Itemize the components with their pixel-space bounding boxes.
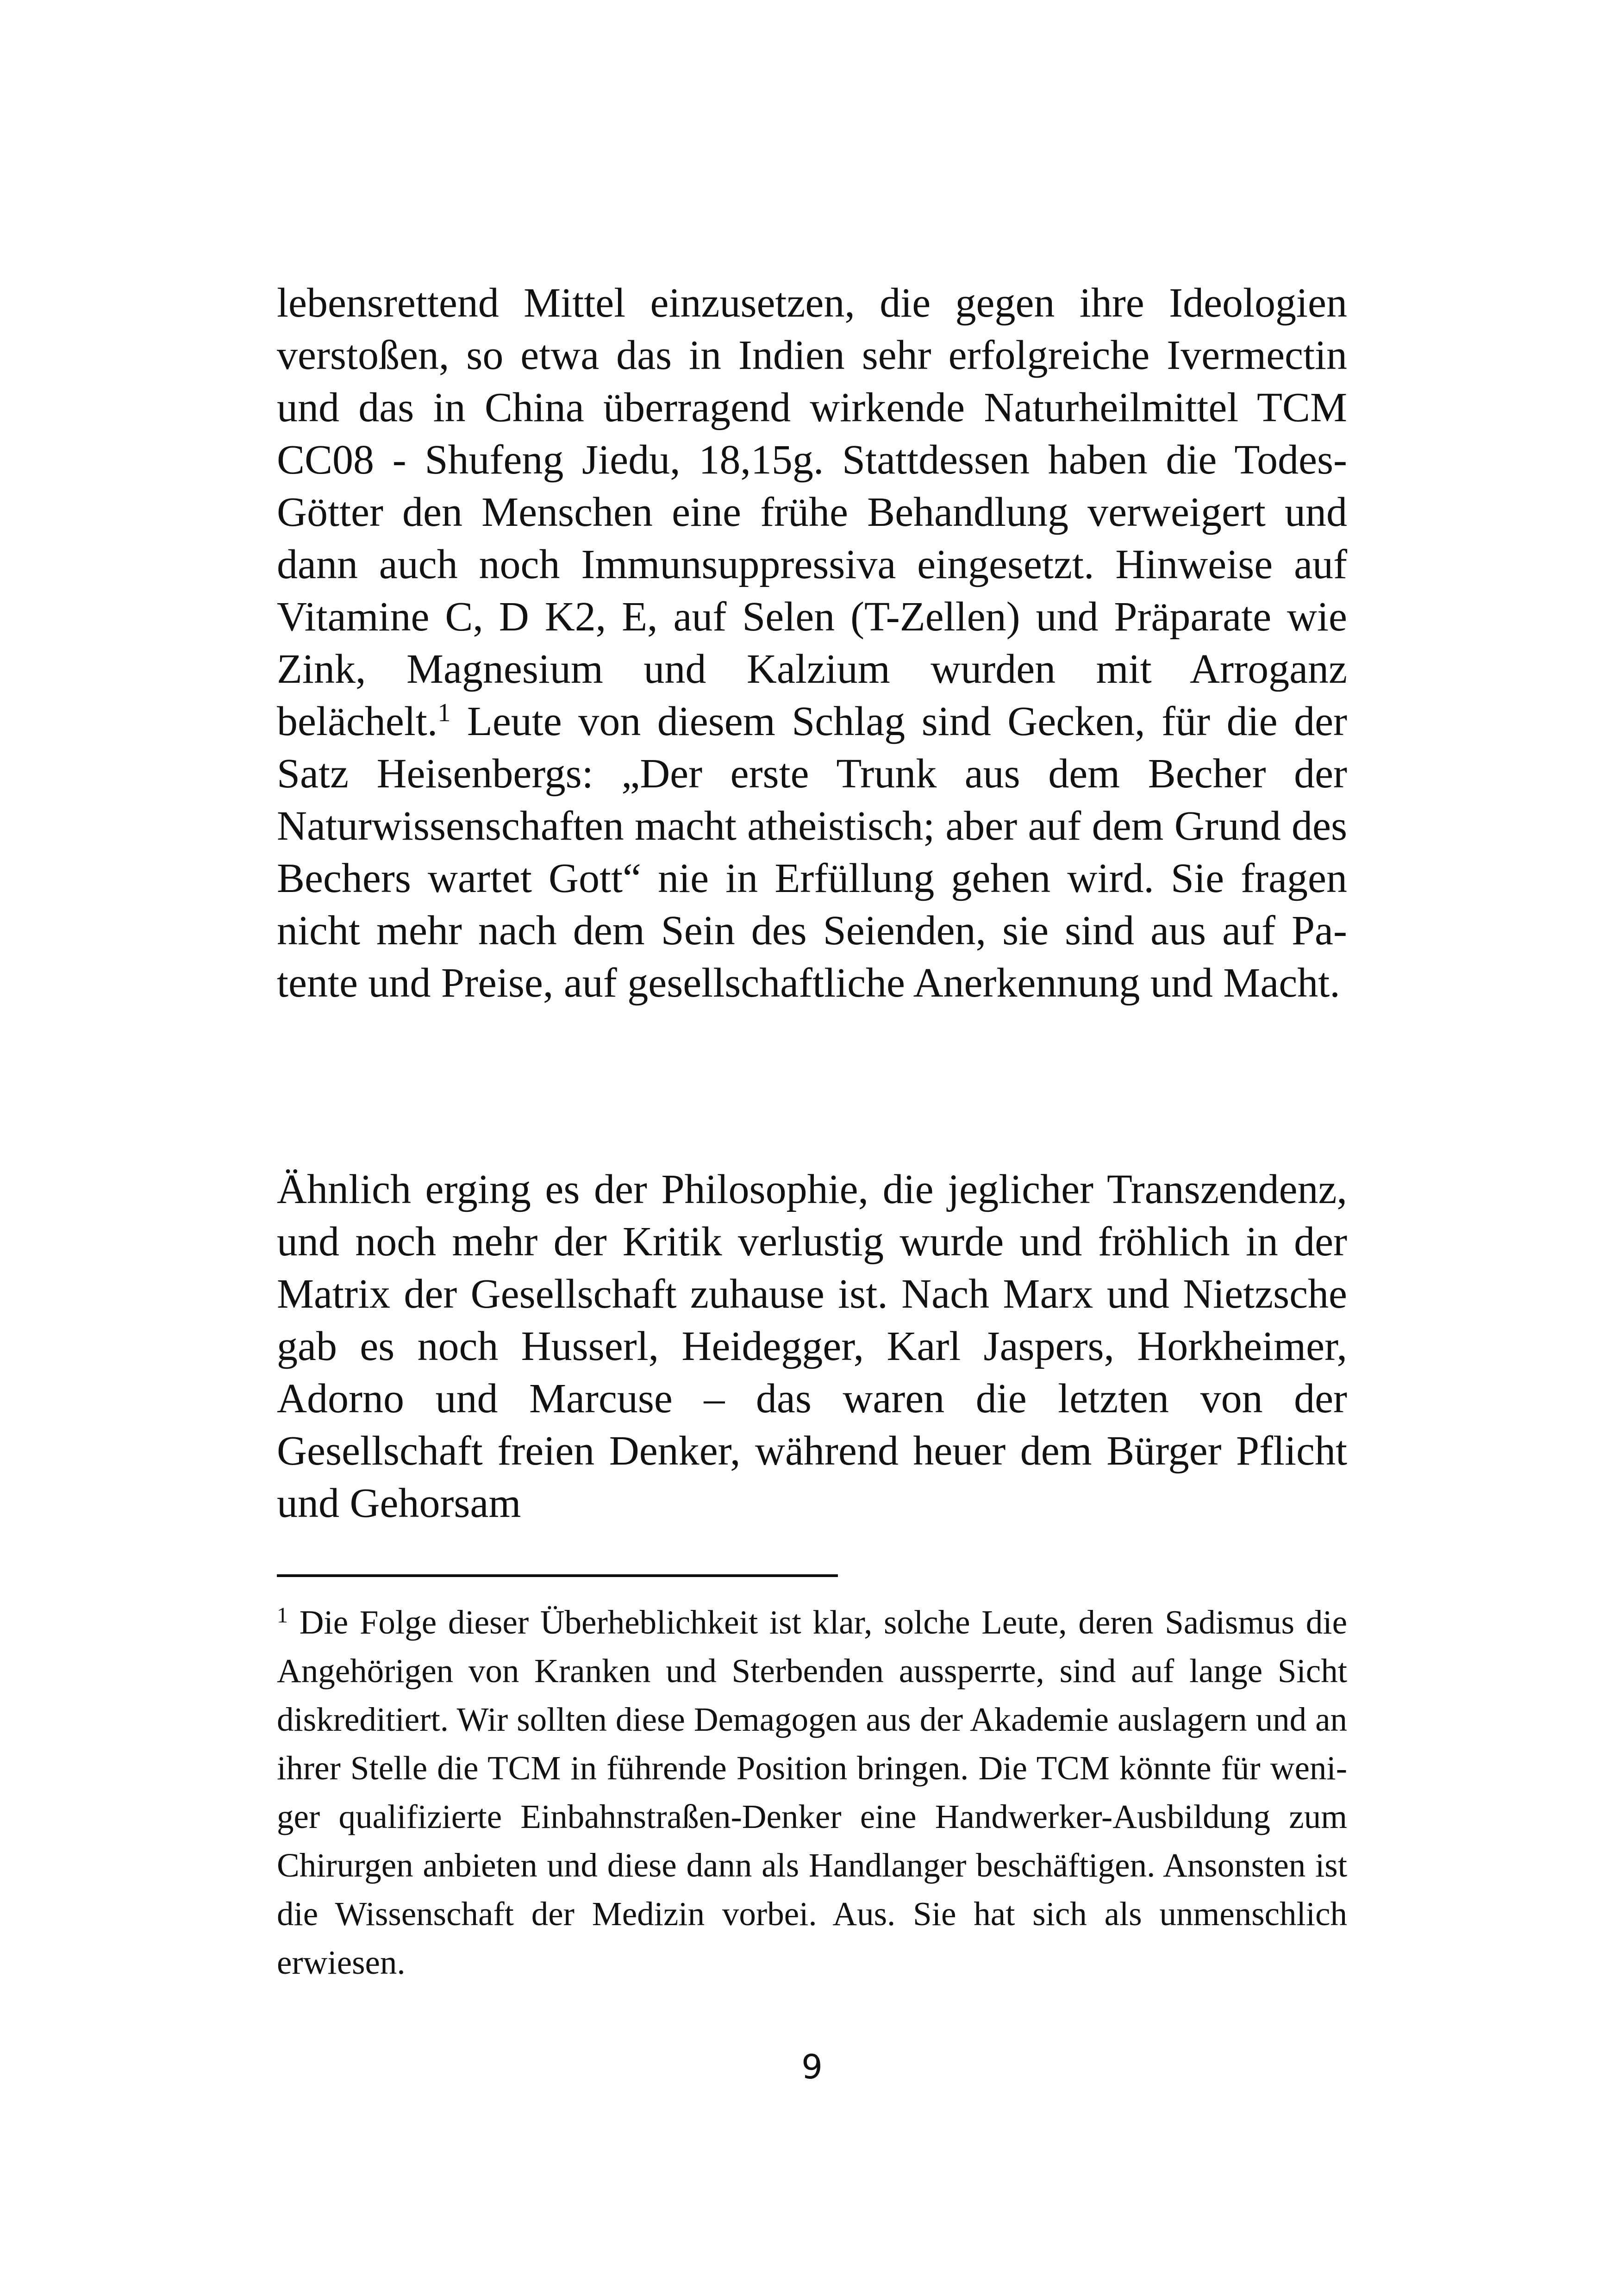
footnote-text-container <box>277 1598 1347 1987</box>
footnote-marker: 1 <box>277 1603 288 1628</box>
footnote-separator <box>277 1574 838 1577</box>
paragraph-1-text-after-ref: Leute von diesem Schlag sind Gecken, für die der Satz Heisenbergs: „Der erste Trunk aus dem Becher der Naturwissenschaften macht atheistisch; aber auf dem Grund des Bechers wartet Gott“ nie in Erfüllung gehen wird. Sie fragen nicht mehr nach dem Sein des Seienden, sie sind aus auf Patente und Preise, auf gesellschaftliche Anerkennung und Macht. <box>277 698 1347 1006</box>
footnote-text: Die Folge dieser Überheblichkeit ist klar, solche Leute, deren Sadismus die Angehörigen von Kranken und Sterbenden aussperrte, sind auf lange Sicht diskreditiert. Wir sollten diese Demagogen aus der Akademie auslagern und an ihrer Stelle die TCM in führende Position bringen. Die TCM könnte für weniger qualifizierte Einbahnstraßen-Denker eine Handwerker-Ausbildung zum Chirurgen anbieten und diese dann als Handlanger beschäftigen. Ansonsten ist die Wissenschaft der Medizin vorbei. Aus. Sie hat sich als unmenschlich erwiesen. <box>277 1603 1347 1981</box>
page-number: 9 <box>801 2047 823 2086</box>
paragraph-2-text: Ähnlich erging es der Philosophie, die jeglicher Transzendenz, und noch mehr der Kritik verlustig wurde und fröhlich in der Matrix der Gesellschaft zuhause ist. Nach Marx und Nietzsche gab es noch Husserl, Heidegger, Karl Jaspers, Horkheimer, Adorno und Marcuse – das waren die letzten von der Gesellschaft freien Denker, während heuer dem Bürger Pflicht und Gehorsam <box>277 1166 1347 1526</box>
footnote <box>277 1598 1347 1987</box>
footnote-reference: 1 <box>437 698 451 727</box>
paragraph-1-text-before-ref: lebensrettend Mittel einzusetzen, die gegen ihre Ideologien verstoßen, so etwa das in Indien sehr erfolgreiche Ivermectin und das in China überragend wirkende Naturheilmittel TCM CC08 - Shufeng Jiedu, 18,15g. Stattdessen haben die Todes-Götter den Menschen eine frühe Behandlung verweigert und dann auch noch Immunsuppressiva eingesetzt. Hinweise auf Vitamine C, D K2, E, auf Selen (T-Zellen) und Präparate wie Zink, Magnesium und Kalzium wurden mit Arroganz belächelt. <box>277 280 1347 744</box>
paragraph-text <box>277 277 1347 1009</box>
body-paragraph-1 <box>277 277 1347 1009</box>
body-paragraph-2 <box>277 1163 1347 1529</box>
